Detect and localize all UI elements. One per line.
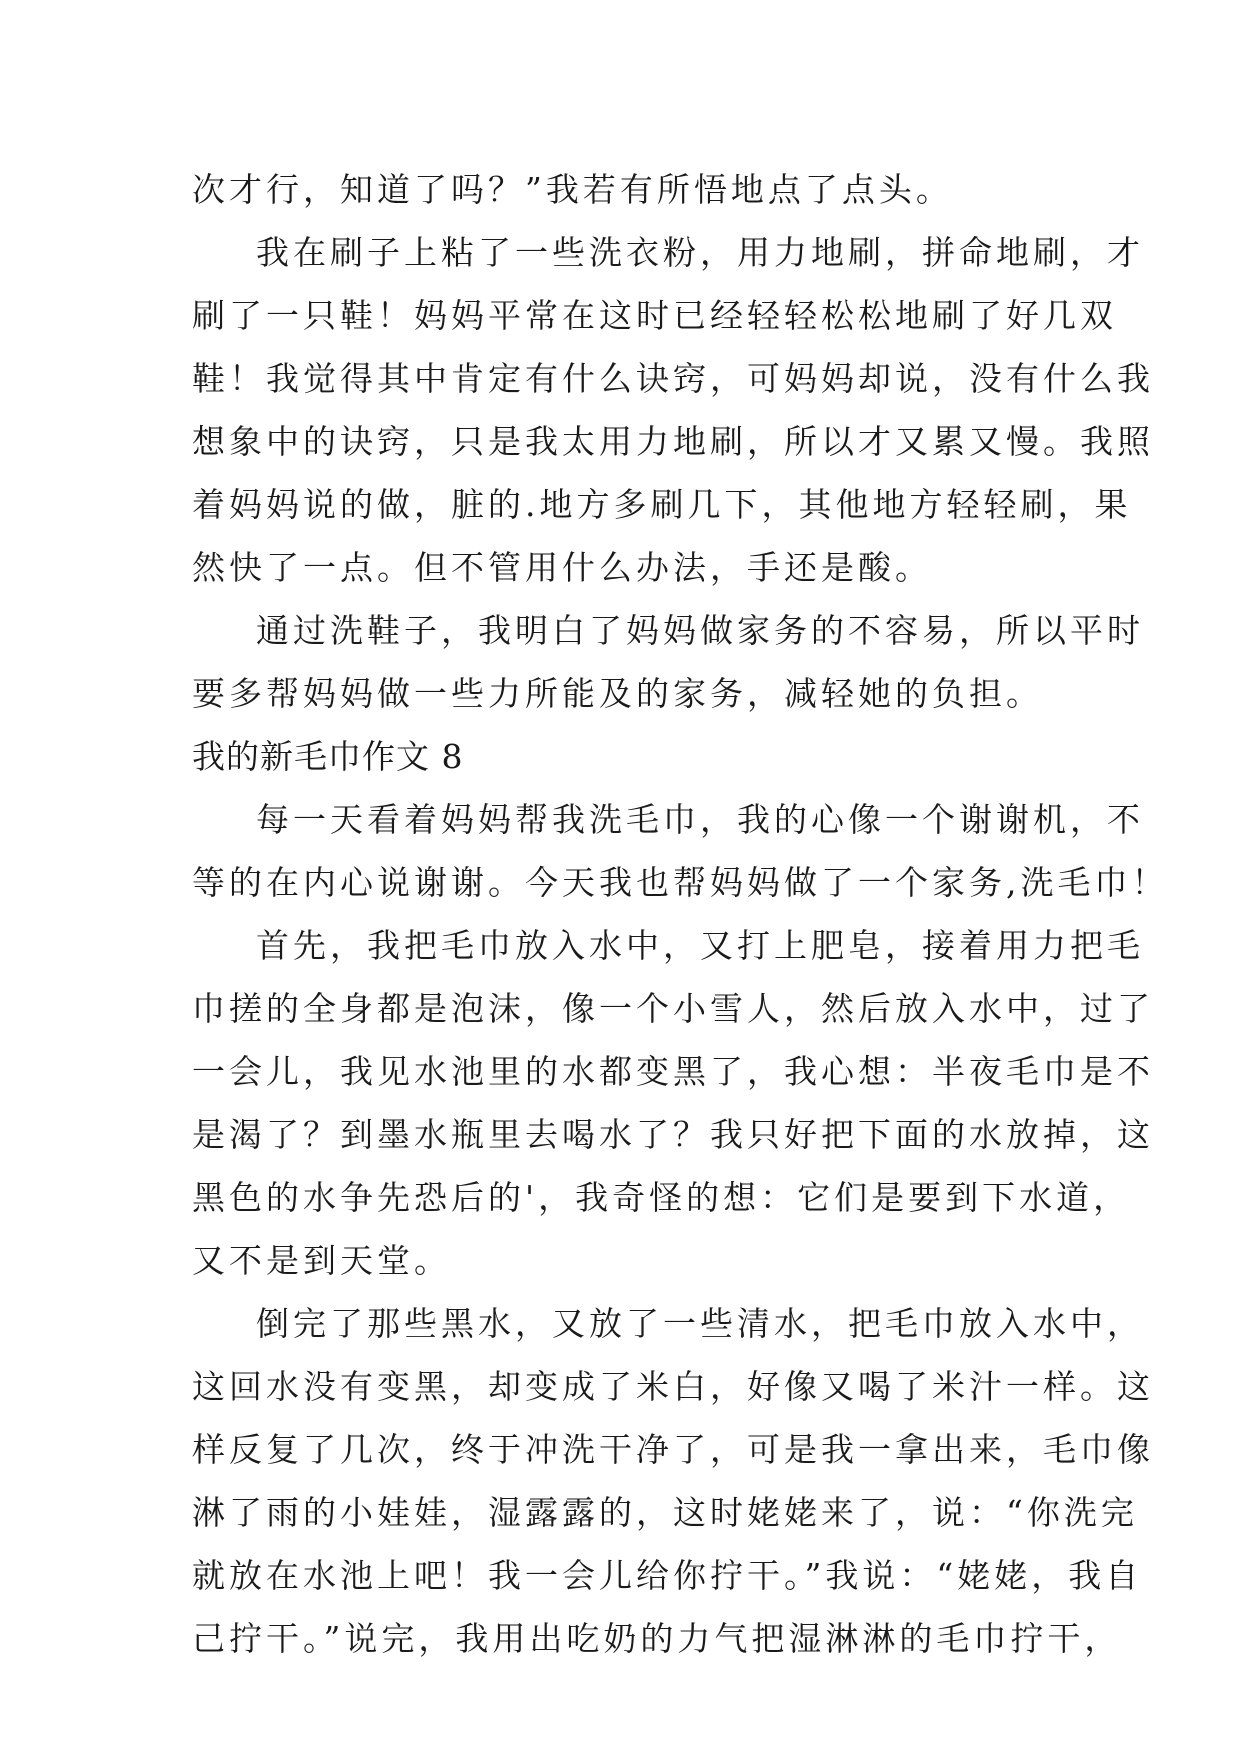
text-line: 要多帮妈妈做一些力所能及的家务，减轻她的负担。 [192, 674, 1043, 713]
text-line: 我在刷子上粘了一些洗衣粉，用力地刷，拼命地刷，才 [256, 233, 1144, 272]
text-line: 就放在水池上吧！我一会儿给你拧干。”我说：“姥姥，我自 [192, 1556, 1143, 1595]
text-line: 次才行，知道了吗？”我若有所悟地点了点头。 [192, 170, 953, 209]
text-line: 等的在内心说谢谢。今天我也帮妈妈做了一个家务,洗毛巾！ [192, 863, 1169, 902]
text-line: 巾搓的全身都是泡沫，像一个小雪人，然后放入水中，过了 [192, 989, 1154, 1028]
text-line: 样反复了几次，终于冲洗干净了，可是我一拿出来，毛巾像 [192, 1430, 1154, 1469]
text-line: 首先，我把毛巾放入水中，又打上肥皂，接着用力把毛 [256, 926, 1144, 965]
text-line: 倒完了那些黑水，又放了一些清水，把毛巾放入水中， [256, 1304, 1144, 1343]
text-line: 又不是到天堂。 [192, 1241, 451, 1280]
text-line: 鞋！我觉得其中肯定有什么诀窍，可妈妈却说，没有什么我 [192, 359, 1154, 398]
document-body [192, 158, 1169, 1670]
text-line: 刷了一只鞋！妈妈平常在这时已经轻轻松松地刷了好几双 [192, 296, 1117, 335]
text-line: 是渴了？到墨水瓶里去喝水了？我只好把下面的水放掉，这 [192, 1115, 1154, 1154]
text-line: 着妈妈说的做，脏的.地方多刷几下，其他地方轻轻刷，果 [192, 485, 1132, 524]
text-line: 这回水没有变黑，却变成了米白，好像又喝了米汁一样。这 [192, 1367, 1154, 1406]
text-line: 黑色的水争先恐后的'，我奇怪的想：它们是要到下水道， [192, 1178, 1131, 1217]
text-line: 一会儿，我见水池里的水都变黑了，我心想：半夜毛巾是不 [192, 1052, 1154, 1091]
text-line: 己拧干。”说完，我用出吃奶的力气把湿淋淋的毛巾拧干， [192, 1619, 1122, 1658]
text-line: 每一天看着妈妈帮我洗毛巾，我的心像一个谢谢机，不 [256, 800, 1144, 839]
text-line: 想象中的诀窍，只是我太用力地刷，所以才又累又慢。我照 [192, 422, 1154, 461]
text-line: 通过洗鞋子，我明白了妈妈做家务的不容易，所以平时 [256, 611, 1144, 650]
section-title: 我的新毛巾作文 8 [192, 737, 464, 776]
text-line: 然快了一点。但不管用什么办法，手还是酸。 [192, 548, 932, 587]
text-line: 淋了雨的小娃娃，湿露露的，这时姥姥来了，说：“你洗完 [192, 1493, 1138, 1532]
